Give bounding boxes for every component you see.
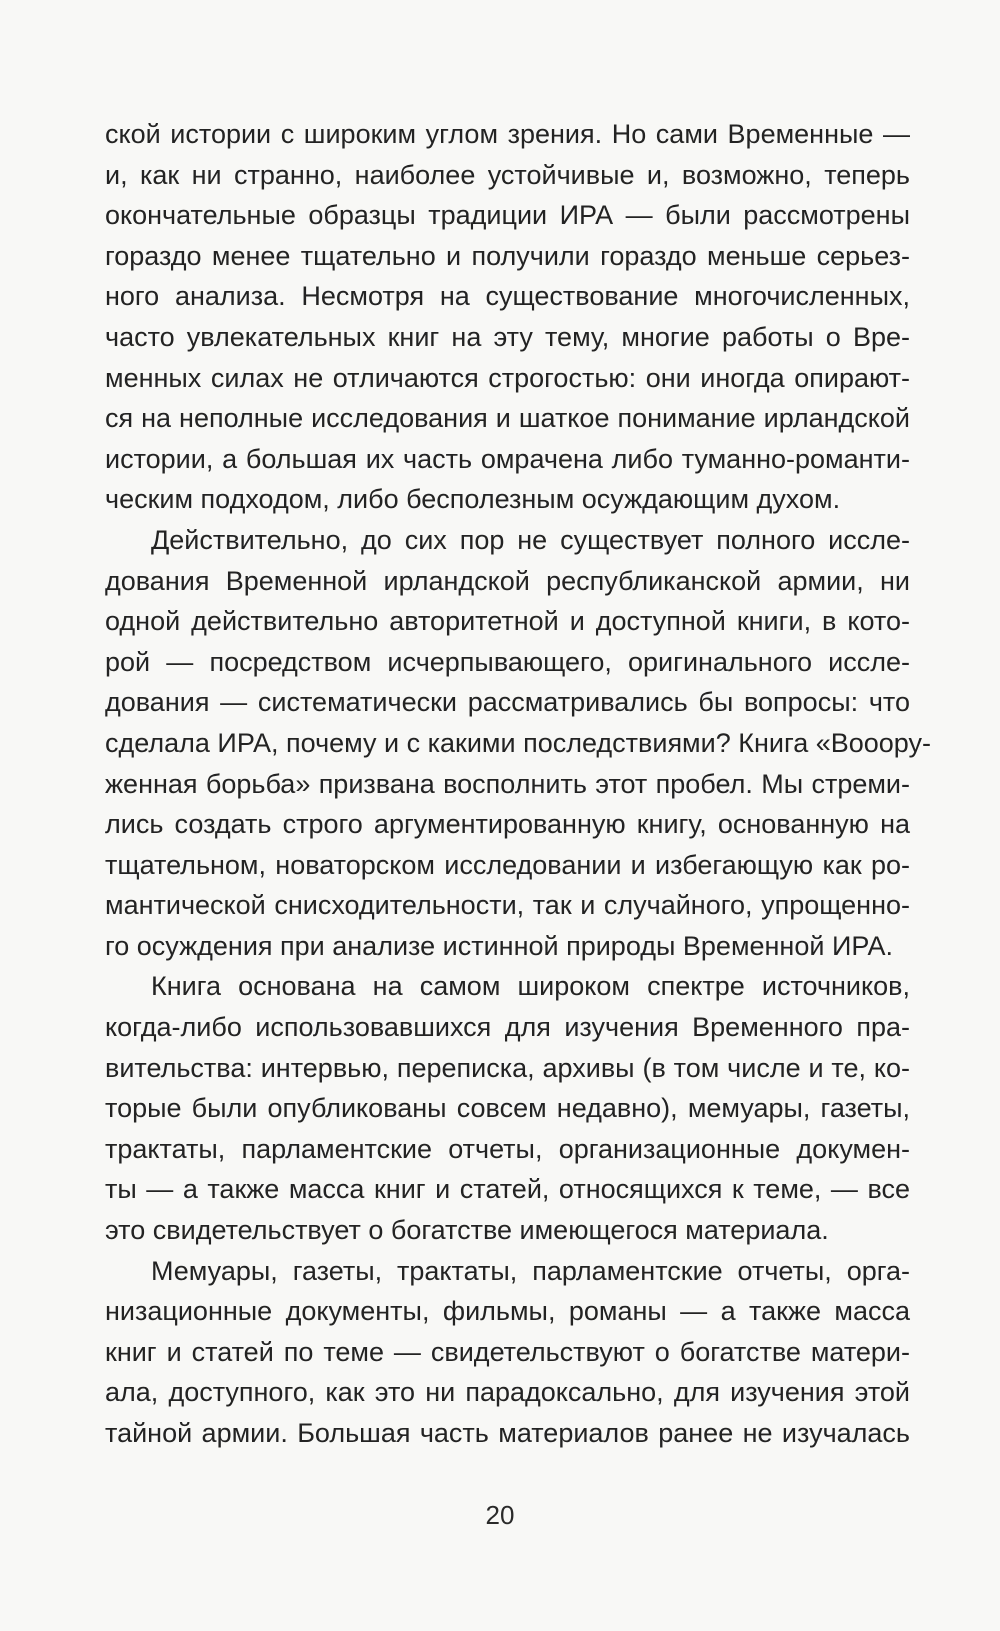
text-line: тщательном, новаторском исследовании и избегающую как ро- bbox=[105, 849, 910, 880]
text-line: часто увлекательных книг на эту тему, многие работы о Вре- bbox=[105, 321, 910, 352]
page-number: 20 bbox=[485, 1500, 515, 1530]
text-line: трактаты, парламентские отчеты, организационные докумен- bbox=[105, 1133, 910, 1164]
paragraph bbox=[105, 966, 910, 1250]
text-line: окончательные образцы традиции ИРА — были рассмотрены bbox=[105, 200, 910, 231]
text-line: это свидетельствует о богатстве имеющегося материала. bbox=[105, 1215, 829, 1246]
text-line: женная борьба» призвана восполнить этот пробел. Мы стреми- bbox=[105, 768, 910, 799]
paragraph bbox=[105, 520, 931, 967]
text-line: ческим подходом, либо бесполезным осуждающим духом. bbox=[105, 484, 841, 515]
text-line: торые были опубликованы совсем недавно), мемуары, газеты, bbox=[105, 1093, 910, 1124]
text-line: сделала ИРА, почему и с какими последствиями? Книга «Вооору- bbox=[105, 727, 931, 758]
text-line: истории, а большая их часть омрачена либо туманно-романти- bbox=[105, 443, 910, 474]
paragraph bbox=[105, 114, 910, 520]
text-line: мантической снисходительности, так и случайного, упрощенно- bbox=[105, 890, 910, 921]
text-line: ся на неполные исследования и шаткое понимание ирландской bbox=[105, 403, 910, 434]
text-line: го осуждения при анализе истинной природы Временной ИРА. bbox=[105, 930, 894, 961]
text-line: менных силах не отличаются строгостью: они иногда опирают- bbox=[105, 362, 910, 393]
text-line: книг и статей по теме — свидетельствуют о богатстве матери- bbox=[105, 1336, 910, 1367]
text-line: дования Временной ирландской республиканской армии, ни bbox=[105, 565, 910, 596]
text-line: ты — а также масса книг и статей, относящихся к теме, — все bbox=[105, 1174, 910, 1205]
text-line: и, как ни странно, наиболее устойчивые и, возможно, теперь bbox=[105, 159, 910, 190]
text-line: вительства: интервью, переписка, архивы (в том числе и те, ко- bbox=[105, 1052, 910, 1083]
text-line: рой — посредством исчерпывающего, оригинального иссле- bbox=[105, 646, 910, 677]
text-line: дования — систематически рассматривались бы вопросы: что bbox=[105, 687, 910, 718]
text-line: ской истории с широким углом зрения. Но сами Временные — bbox=[105, 119, 910, 149]
body-text bbox=[105, 114, 931, 1454]
text-line: Книга основана на самом широком спектре источников, bbox=[151, 971, 910, 1002]
paragraph bbox=[105, 1251, 910, 1454]
text-line: низационные документы, фильмы, романы — а также масса bbox=[105, 1296, 910, 1327]
text-line: лись создать строго аргументированную книгу, основанную на bbox=[105, 809, 910, 840]
text-line: Действительно, до сих пор не существует полного иссле- bbox=[151, 524, 910, 555]
text-line: одной действительно авторитетной и доступной книги, в кото- bbox=[105, 606, 910, 637]
text-line: ала, доступного, как это ни парадоксально, для изучения этой bbox=[105, 1377, 910, 1408]
text-line: когда-либо использовавшихся для изучения Временного пра- bbox=[105, 1012, 910, 1043]
text-line: ного анализа. Несмотря на существование многочисленных, bbox=[105, 281, 910, 312]
text-line: тайной армии. Большая часть материалов ранее не изучалась bbox=[105, 1418, 910, 1448]
text-line: Мемуары, газеты, трактаты, парламентские отчеты, орга- bbox=[151, 1255, 910, 1286]
text-line: гораздо менее тщательно и получили гораздо меньше серьез- bbox=[105, 240, 910, 271]
